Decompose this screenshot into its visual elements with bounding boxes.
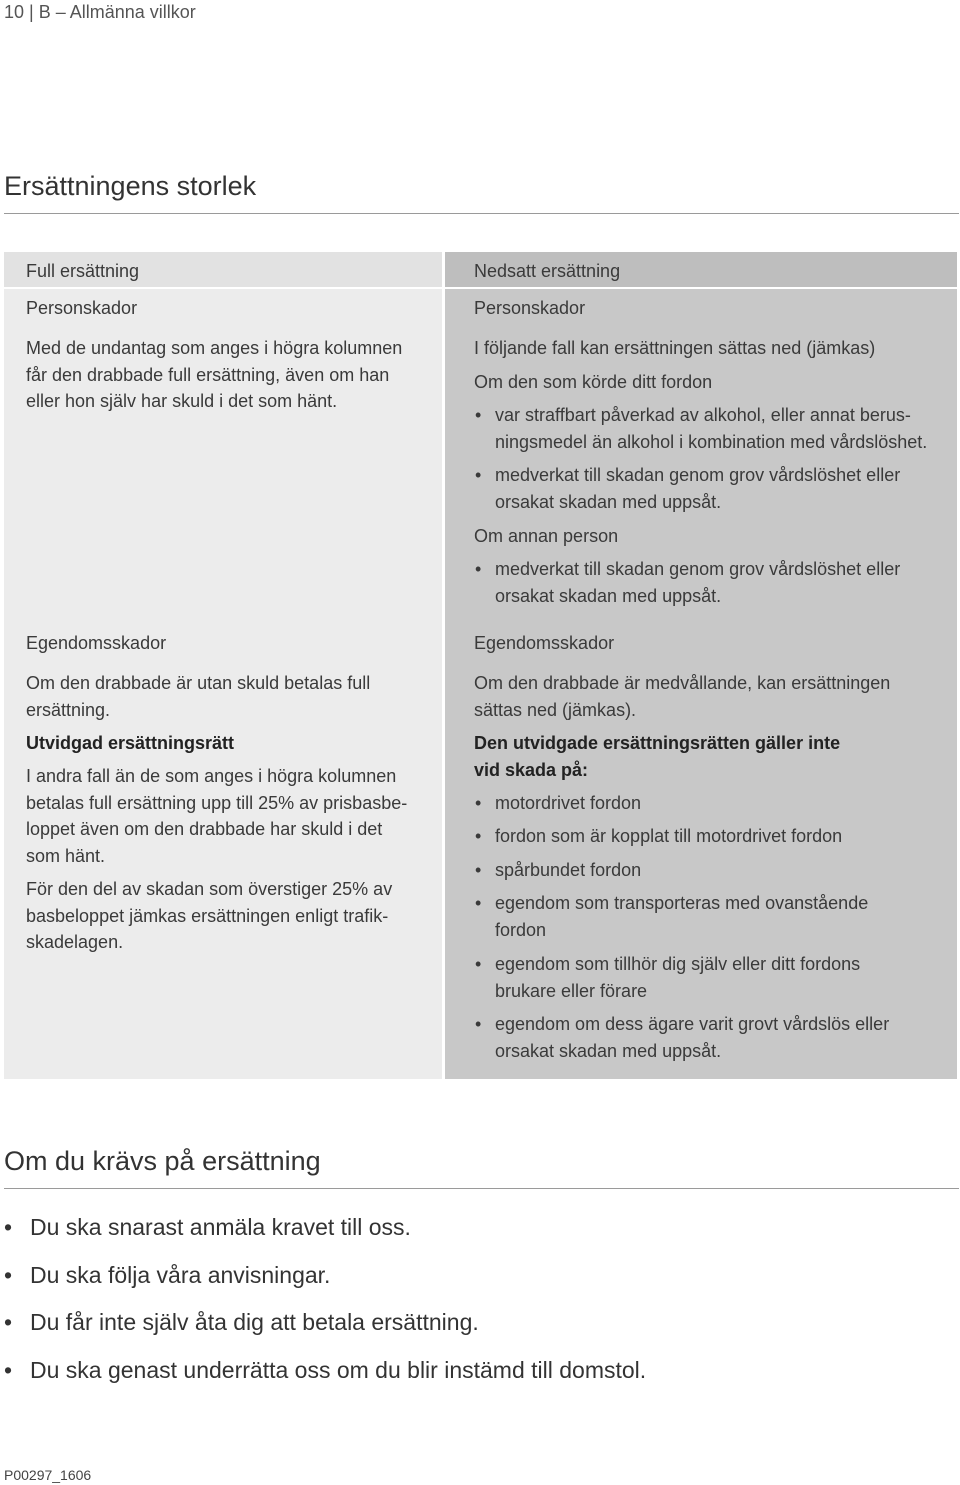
- text-line: Med de undantag som anges i högra kolumnen: [26, 338, 403, 358]
- text-line: motordrivet fordon: [495, 793, 642, 813]
- list-item: [475, 402, 928, 455]
- text-line: var straffbart påverkad av alkohol, eller annat berus-: [495, 405, 911, 425]
- list-item: [475, 790, 642, 817]
- paragraph-egendomsskador: [26, 670, 370, 723]
- column-full-ersattning: [4, 252, 442, 1079]
- text-line: I andra fall än de som anges i högra kolumnen: [26, 766, 397, 786]
- text-line: fordon: [495, 919, 547, 940]
- subheading-egendomsskador: Egendomsskador: [26, 633, 167, 653]
- text-line: spårbundet fordon: [495, 860, 642, 880]
- document-code: P00297_1606: [4, 1467, 92, 1483]
- paragraph-utvidgad-2: [26, 876, 392, 956]
- text-line: medverkat till skadan genom grov vårdslöshet eller: [495, 559, 901, 579]
- section-title-om-du-kravs: Om du krävs på ersättning: [4, 1146, 321, 1176]
- bullet-icon: •: [475, 826, 482, 846]
- text-line: medverkat till skadan genom grov vårdslöshet eller: [495, 465, 901, 485]
- bullet-icon: •: [4, 1357, 13, 1383]
- text-line: ningsmedel än alkohol i kombination med vårdslöshet.: [495, 431, 928, 452]
- text-line: får den drabbade full ersättning, även om han: [26, 364, 390, 385]
- column-heading: Nedsatt ersättning: [474, 261, 621, 281]
- list-item: [4, 1212, 411, 1242]
- bullet-icon: •: [475, 1014, 482, 1034]
- text-line: För den del av skadan som överstiger 25% av: [26, 879, 393, 899]
- text-line: ersättning.: [26, 699, 111, 720]
- bullet-icon: •: [4, 1262, 13, 1288]
- bullet-icon: •: [475, 465, 482, 485]
- text-line: sättas ned (jämkas).: [474, 699, 637, 720]
- list-item: [475, 857, 642, 884]
- list-item-text: Du får inte själv åta dig att betala ersättning.: [30, 1309, 479, 1335]
- column-nedsatt-ersattning: [445, 252, 957, 1079]
- text-line: egendom om dess ägare varit grovt vårdslös eller: [495, 1014, 890, 1034]
- text-line: orsakat skadan med uppsåt.: [495, 585, 722, 606]
- bullet-icon: •: [475, 893, 482, 913]
- bullet-icon: •: [475, 954, 482, 974]
- text-line: betalas full ersättning upp till 25% av prisbasbe-: [26, 792, 408, 813]
- bullet-icon: •: [475, 559, 482, 579]
- text-line: orsakat skadan med uppsåt.: [495, 1040, 722, 1061]
- bullet-icon: •: [475, 793, 482, 813]
- subheading-utvidgad: Utvidgad ersättningsrätt: [26, 733, 235, 753]
- list-item: [475, 556, 901, 609]
- text-line: Om den drabbade är utan skuld betalas full: [26, 673, 371, 693]
- list-item: [475, 951, 861, 1004]
- subheading-personskador: Personskador: [474, 298, 586, 318]
- list-item: [475, 1011, 890, 1064]
- section-title-ersattningens-storlek: Ersättningens storlek: [4, 171, 257, 201]
- paragraph-egendomsskador: [474, 670, 890, 723]
- text-line: basbeloppet jämkas ersättningen enligt trafik-: [26, 905, 389, 926]
- text-line: eller hon själv har skuld i det som hänt.: [26, 391, 338, 411]
- text-line: vid skada på:: [474, 759, 589, 780]
- text-line: Om den drabbade är medvållande, kan ersättningen: [474, 673, 891, 693]
- list-item: [4, 1260, 330, 1290]
- list-item: [475, 462, 901, 515]
- running-header: 10 | B – Allmänna villkor: [4, 2, 196, 22]
- text-line: Den utvidgade ersättningsrätten gäller inte: [474, 733, 841, 753]
- text-line: fordon som är kopplat till motordrivet fordon: [495, 826, 843, 846]
- column-heading: Full ersättning: [26, 261, 140, 281]
- section-divider: [4, 1188, 959, 1189]
- text-line: skadelagen.: [26, 932, 124, 952]
- list-item-text: Du ska snarast anmäla kravet till oss.: [30, 1214, 411, 1240]
- text-line: egendom som tillhör dig själv eller ditt fordons: [495, 954, 861, 974]
- list-item: [4, 1355, 646, 1385]
- paragraph-personskador: [26, 335, 402, 415]
- bullet-icon: •: [4, 1214, 13, 1240]
- list-item: [4, 1307, 479, 1337]
- subheading-other-person: Om annan person: [474, 526, 619, 546]
- text-line: brukare eller förare: [495, 980, 648, 1001]
- bullet-icon: •: [475, 405, 482, 425]
- list-item-text: Du ska följa våra anvisningar.: [30, 1262, 331, 1288]
- subheading-exclusions: [474, 730, 840, 783]
- bullet-icon: •: [475, 860, 482, 880]
- list-item: [475, 890, 869, 943]
- bullet-icon: •: [4, 1309, 13, 1335]
- text-line: egendom som transporteras med ovanstående: [495, 893, 869, 913]
- intro-text: I följande fall kan ersättningen sättas ned (jämkas): [474, 338, 876, 358]
- subheading-personskador: Personskador: [26, 298, 138, 318]
- section-divider: [4, 213, 959, 214]
- text-line: som hänt.: [26, 845, 106, 866]
- subheading-egendomsskador: Egendomsskador: [474, 633, 615, 653]
- list-item-text: Du ska genast underrätta oss om du blir instämd till domstol.: [30, 1357, 647, 1383]
- subheading-driver: Om den som körde ditt fordon: [474, 372, 713, 392]
- paragraph-utvidgad: [26, 763, 407, 869]
- list-item: [475, 823, 843, 850]
- text-line: orsakat skadan med uppsåt.: [495, 491, 722, 512]
- text-line: loppet även om den drabbade har skuld i det: [26, 819, 383, 839]
